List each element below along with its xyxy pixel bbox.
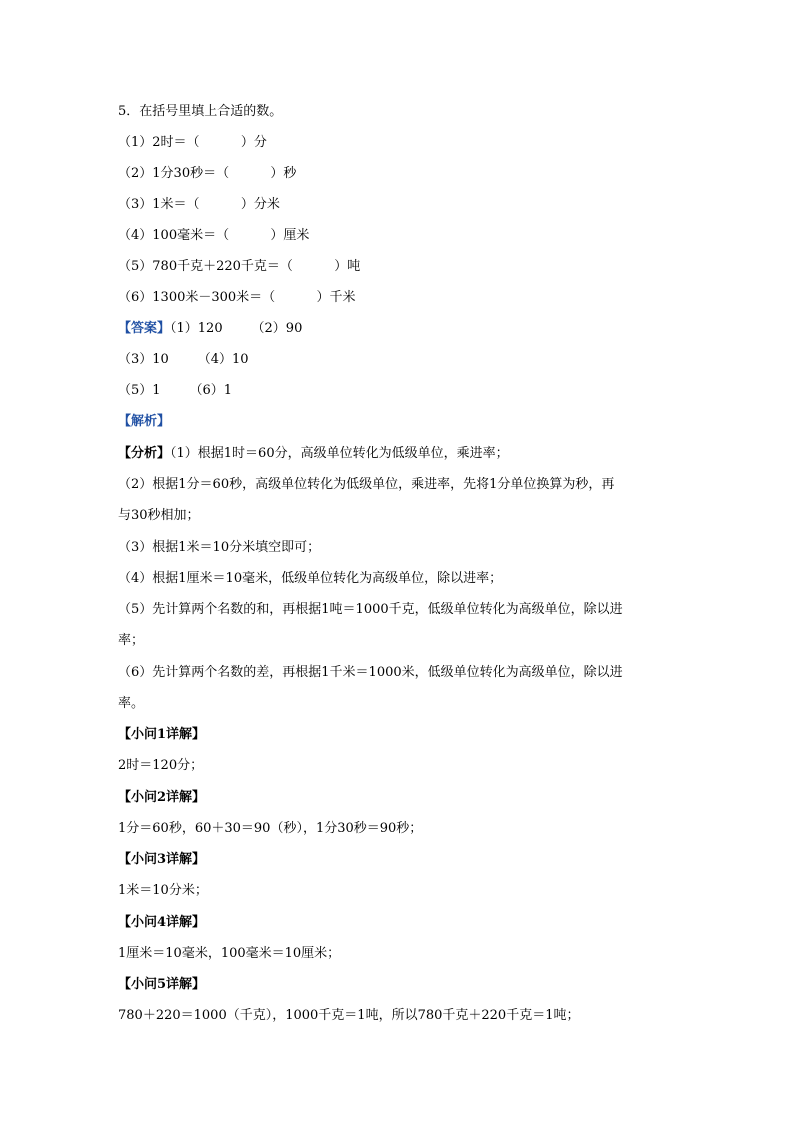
fenxi-line-2b: 与30秒相加； (118, 508, 200, 523)
fenxi-line-6a: （6）先计算两个名数的差，再根据1千米＝1000米，低级单位转化为高级单位，除以进 (118, 665, 623, 680)
answer-label: 【答案】 (118, 321, 171, 336)
fenxi-text-1: （1）根据1时＝60分，高级单位转化为低级单位，乘进率； (170, 446, 509, 461)
detail-5-text: 780＋220＝1000（千克），1000千克＝1吨，所以780千克＋220千克＝1吨； (118, 1008, 580, 1023)
detail-3-label: 【小问3详解】 (118, 852, 206, 867)
detail-5-label: 【小问5详解】 (118, 977, 206, 992)
fenxi-line-3: （3）根据1米＝10分米填空即可； (118, 540, 321, 555)
answer-line-3: （5）1 （6）1 (118, 383, 233, 398)
fenxi-label: 【分析】 (118, 446, 171, 461)
detail-2-text: 1分＝60秒，60＋30＝90（秒），1分30秒＝90秒； (118, 821, 423, 836)
question-item-3: （3）1米＝（ ）分米 (118, 197, 280, 212)
detail-4-label: 【小问4详解】 (118, 915, 206, 930)
question-item-4: （4）100毫米＝（ ）厘米 (118, 228, 310, 243)
question-item-1: （1）2时＝（ ）分 (118, 135, 267, 150)
detail-3-text: 1米＝10分米； (118, 883, 208, 898)
fenxi-line-2a: （2）根据1分＝60秒，高级单位转化为低级单位，乘进率，先将1分单位换算为秒，再 (118, 477, 615, 492)
fenxi-line-4: （4）根据1厘米＝10毫米，低级单位转化为高级单位，除以进率； (118, 571, 503, 586)
detail-1-label: 【小问1详解】 (118, 727, 206, 742)
answer-line-1 (118, 321, 302, 337)
detail-1-text: 2时＝120分； (118, 758, 204, 773)
question-item-2: （2）1分30秒＝（ ）秒 (118, 166, 297, 181)
fenxi-line-6b: 率。 (118, 696, 145, 711)
answer-text-1: （1）120 （2）90 (170, 321, 303, 336)
detail-2-label: 【小问2详解】 (118, 790, 206, 805)
question-item-5: （5）780千克＋220千克＝（ ）吨 (118, 259, 361, 274)
question-title: 5．在括号里填上合适的数。 (118, 104, 283, 119)
answer-line-2: （3）10 （4）10 (118, 352, 249, 367)
fenxi-line-1 (118, 446, 509, 462)
fenxi-line-5b: 率； (118, 633, 145, 648)
fenxi-line-5a: （5）先计算两个名数的和，再根据1吨＝1000千克，低级单位转化为高级单位，除以进 (118, 602, 623, 617)
detail-4-text: 1厘米＝10毫米，100毫米＝10厘米； (118, 946, 341, 961)
question-item-6: （6）1300米－300米＝（ ）千米 (118, 290, 356, 305)
analysis-label: 【解析】 (118, 414, 171, 429)
